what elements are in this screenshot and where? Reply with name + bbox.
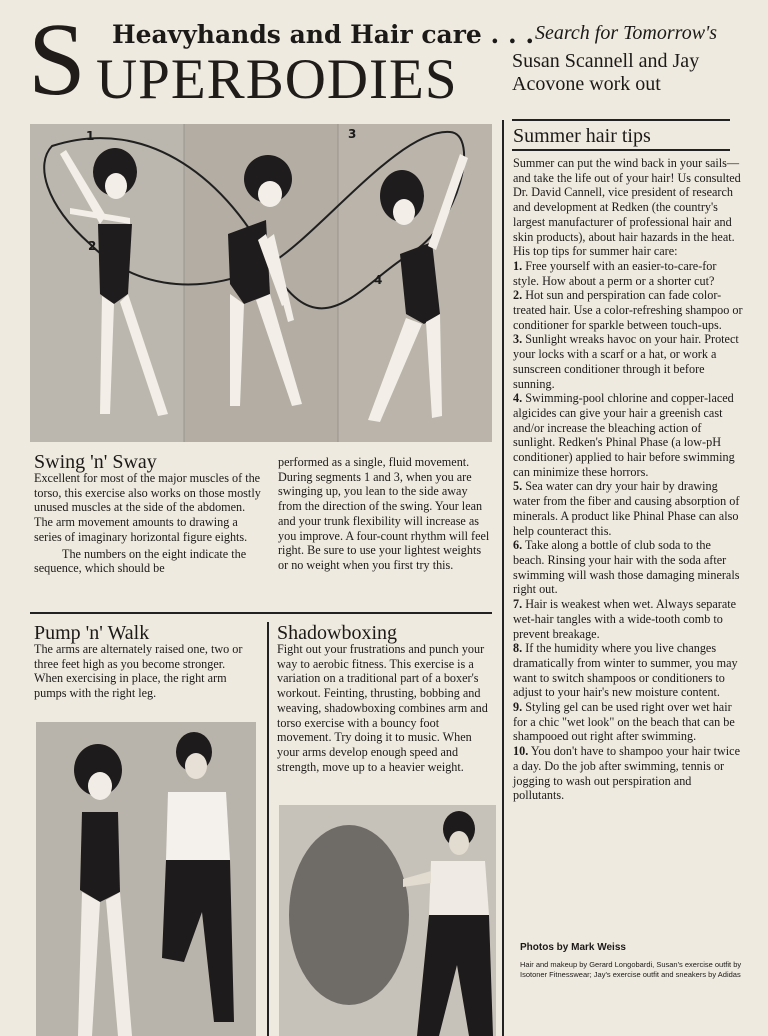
headline-names: Susan Scannell and Jay Acovone work out	[512, 50, 700, 95]
hair-intro: Summer can put the wind back in your sails—and take the life out of your hair! Us consulted Dr. David Cannell, vice president of research and development at Redken (the country's largest manufacturer of professional hair and skin products), about hair hazards in the heat. His top tips for summer hair care:	[513, 156, 741, 259]
tip-item: 4. Swimming-pool chlorine and copper-laced algicides can give your hair a greenish cast and/or increase the bleaching action of sunlight. Redken's Phinal Phase (a low-pH conditioner) applied to hair before swimming can minimize these horrors.	[513, 391, 735, 479]
photo-number: 2	[88, 239, 97, 253]
swing-text-a: Excellent for most of the major muscles of the torso, this exercise also works on those mostly unused muscles at the side of the abdomen. The arm movement amounts to drawing a series of imaginary horizontal figure eights.	[34, 471, 261, 544]
headline-title: UPERBODIES	[96, 48, 458, 111]
figure-eight-photo-drawing	[30, 124, 492, 442]
pump-walk-photo	[36, 722, 256, 1036]
shadowboxing-photo	[279, 805, 496, 1036]
shadow-divider	[267, 622, 269, 1036]
swing-text-b: The numbers on the eight indicate the sequence, which should be	[34, 546, 247, 576]
headline-show: Search for Tomorrow's	[535, 22, 718, 44]
photo-number: 3	[348, 127, 357, 141]
pump-text: The arms are alternately raised one, two or three feet high as you become stronger. When exercising in place, the right arm pumps with the right leg.	[34, 642, 243, 701]
tip-item: 5. Sea water can dry your hair by drawing water from the fiber and causing absorption of minerals. A product like Phinal Phase can also help counteract this.	[513, 479, 740, 538]
column-divider	[502, 120, 504, 1036]
photo-number: 1	[86, 129, 95, 143]
swing-title: Swing 'n' Sway	[34, 451, 157, 473]
photo-credit: Photos by Mark Weiss	[520, 942, 626, 953]
tip-item: 3. Sunlight wreaks havoc on your hair. Protect your locks with a scarf or a hat, or work a sunscreen conditioner through it before sunning.	[513, 332, 739, 391]
tip-item: 9. Styling gel can be used right over wet hair for a chic "wet look" on the beach that can be shampooed out right after swimming.	[513, 700, 735, 744]
big-s-initial: S	[28, 2, 86, 117]
section-rule	[30, 612, 492, 614]
hair-tips	[513, 156, 745, 803]
shadow-text: Fight out your frustrations and punch your way to aerobic fitness. This exercise is a variation on a traditional part of a boxer's workout. Feinting, thrusting, bobbing and weaving, shadowboxing combines arm and torso exercise with a bouncy foot movement. Try doing it to music. When your arms develop enough speed and strength, move up to a heavier weight.	[277, 642, 488, 774]
shadow-title: Shadowboxing	[277, 622, 397, 644]
headline-kicker: Heavyhands and Hair care . . .	[112, 20, 535, 49]
tip-item: 2. Hot sun and perspiration can fade color-treated hair. Use a color-refreshing shampoo or conditioner for sparkle between touch-ups.	[513, 288, 743, 332]
tip-item: 6. Take along a bottle of club soda to the beach. Rinsing your hair with the soda after swimming will wash those damaging minerals right out.	[513, 538, 740, 597]
outfit-credit: Hair and makeup by Gerard Longobardi, Susan's exercise outfit by Isotoner Fitnesswear; Jay's exercise outfit and sneakers by Adidas	[520, 960, 742, 979]
swing-text-col1	[34, 471, 262, 576]
swing-text-col2: performed as a single, fluid movement. During segments 1 and 3, when you are swinging up, you lean to the side away from the direction of the swing. Your lean and your trunk flexibility will increase as you improve. A four-count rhythm will feel right. Be sure to use your lightest weights or no weight when you first try this.	[278, 455, 490, 572]
shadowboxing-drawing	[279, 805, 496, 1036]
tip-item: 1. Free yourself with an easier-to-care-for style. How about a perm or a shorter cut?	[513, 258, 717, 288]
figure-eight-photo	[30, 124, 492, 442]
photo-number: 4	[374, 273, 383, 287]
pump-title: Pump 'n' Walk	[34, 622, 150, 644]
tip-item: 10. You don't have to shampoo your hair twice a day. Do the job after swimming, tennis or jogging to wash out perspiration and pollutants.	[513, 744, 740, 803]
tip-item: 7. Hair is weakest when wet. Always separate wet-hair tangles with a wide-tooth comb to prevent breakage.	[513, 597, 737, 641]
tip-item: 8. If the humidity where you live changes dramatically from winter to summer, you may want to switch shampoos or conditioners to adjust to your hair's new moisture content.	[513, 641, 738, 700]
pump-walk-drawing	[36, 722, 256, 1036]
hair-title-rule	[512, 149, 730, 151]
hair-top-rule	[512, 119, 730, 121]
hair-title: Summer hair tips	[513, 125, 651, 147]
